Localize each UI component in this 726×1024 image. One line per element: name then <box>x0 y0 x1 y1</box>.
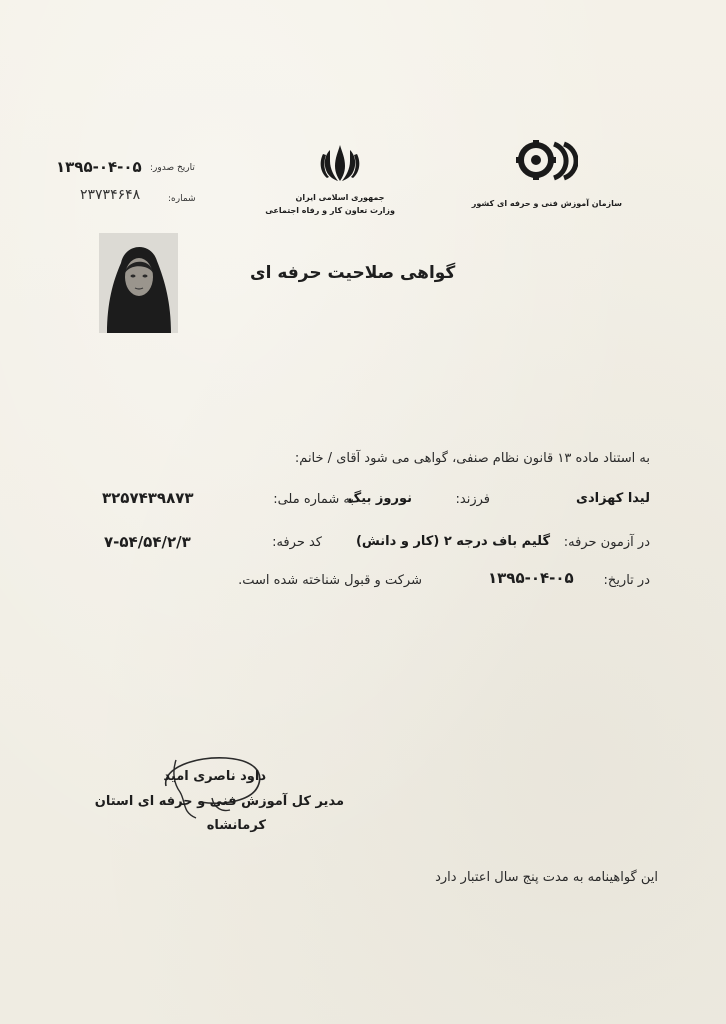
gov-line-2: وزارت تعاون کار و رفاه اجتماعی <box>265 206 395 215</box>
issue-date-label: تاریخ صدور: <box>150 163 195 173</box>
serial-label: شماره: <box>168 194 196 204</box>
gov-line-1: جمهوری اسلامی ایران <box>295 193 385 202</box>
exam-date: ۱۳۹۵-۰۴-۰۵ <box>488 569 574 587</box>
iran-emblem-icon <box>318 142 362 184</box>
profession-code: ۷-۵۴/۵۴/۲/۳ <box>104 533 191 551</box>
signatory-province: کرمانشاه <box>206 818 266 833</box>
holder-photo <box>99 233 178 333</box>
father-name: نوروز بیگ <box>347 491 412 506</box>
issue-date: ۱۳۹۵-۰۴-۰۵ <box>56 158 142 176</box>
signatory-title: مدیر کل آموزش فنی و حرفه ای استان <box>94 794 344 809</box>
serial-number: ۲۳۷۳۴۶۴۸ <box>80 187 141 203</box>
signature-scribble-icon <box>156 752 268 826</box>
exam-label: در آزمون حرفه: <box>563 535 650 550</box>
national-id-label: به شماره ملی: <box>273 492 354 507</box>
signatory-name: داود ناصری امید <box>163 769 266 784</box>
accepted-text: شرکت و قبول شناخته شده است. <box>238 573 422 588</box>
validity-note: این گواهینامه به مدت پنج سال اعتبار دارد <box>435 870 658 885</box>
profession-code-label: کد حرفه: <box>272 535 322 550</box>
national-id: ۳۲۵۷۴۳۹۸۷۳ <box>102 489 194 507</box>
exam-date-label: در تاریخ: <box>603 573 650 588</box>
tvto-logo-icon <box>516 138 578 186</box>
org-name: سازمان آموزش فنی و حرفه ای کشور <box>471 199 622 208</box>
profession: گلیم باف درجه ۲ (کار و دانش) <box>355 534 550 549</box>
child-of-label: فرزند: <box>455 492 490 507</box>
certificate-title: گواهی صلاحیت حرفه ای <box>250 263 456 283</box>
intro-line: به استناد ماده ۱۳ قانون نظام صنفی، گواهی می شود آقای / خانم: <box>294 451 650 466</box>
holder-name: لیدا کهزادی <box>576 491 650 506</box>
